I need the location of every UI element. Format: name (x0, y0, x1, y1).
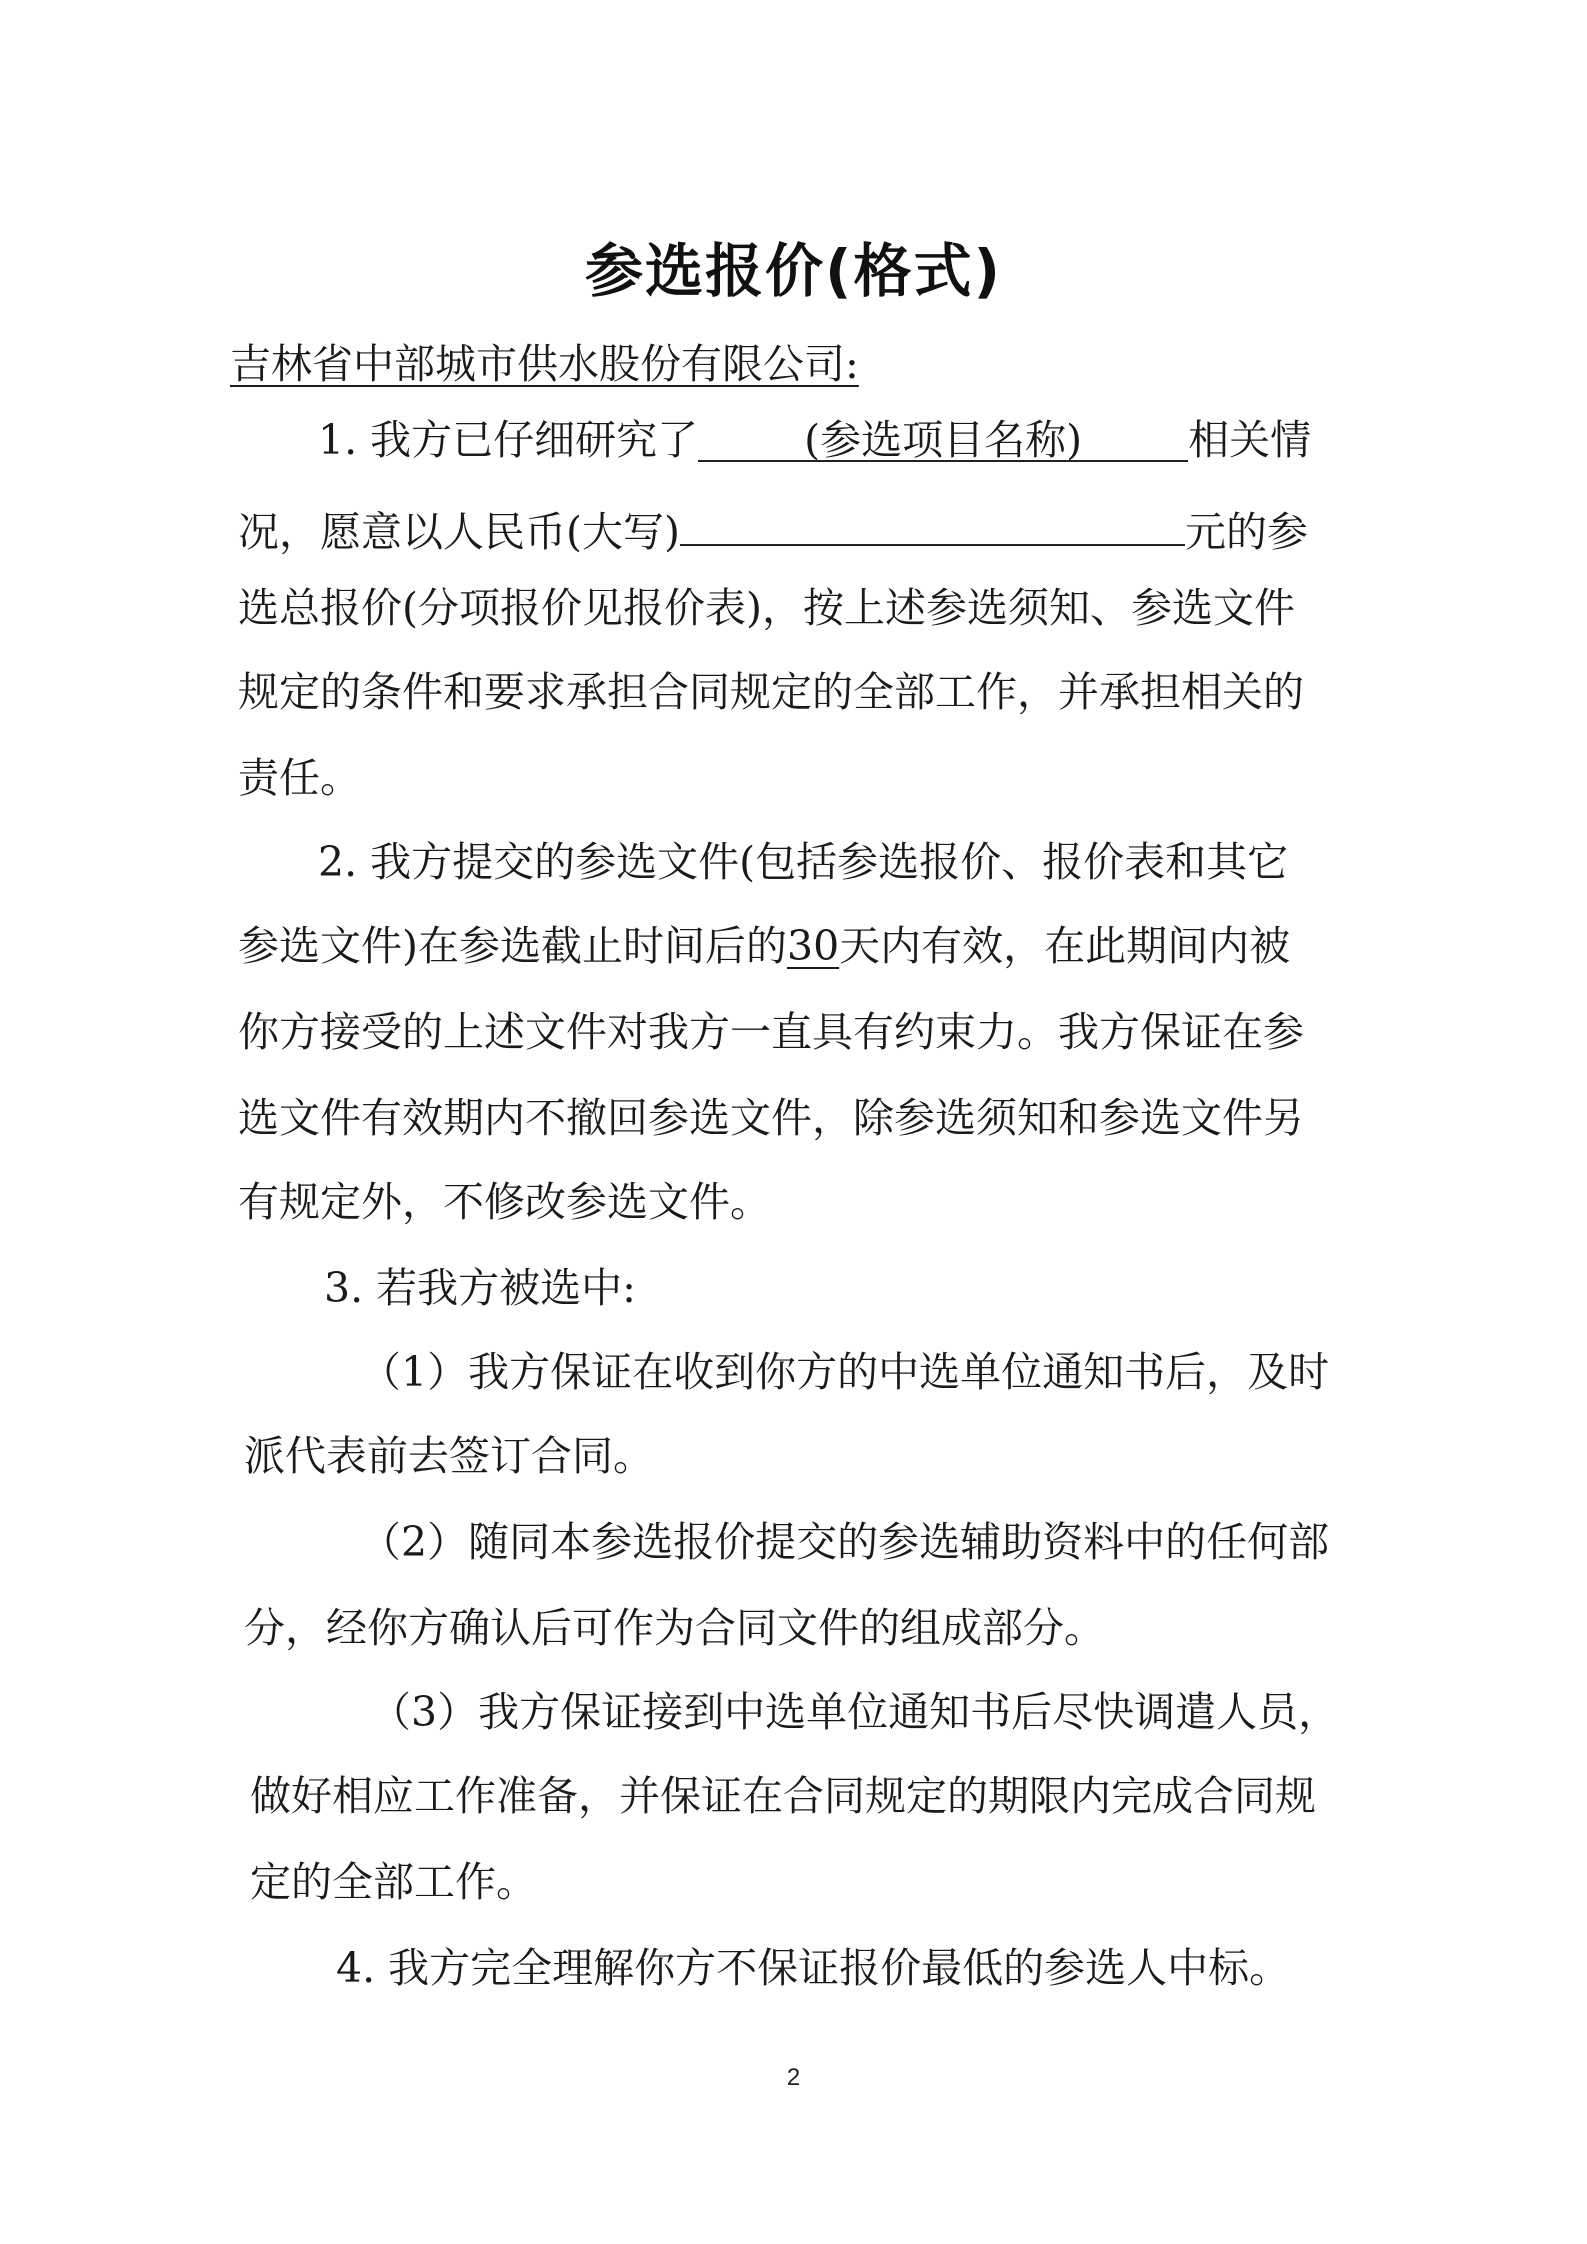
item3-sub2-line1: （2）随同本参选报价提交的参选辅助资料中的任何部 (360, 1518, 1330, 1566)
item2-line4: 选文件有效期内不撤回参选文件，除参选须知和参选文件另 (238, 1094, 1304, 1142)
item1-after-project: 相关情 (1188, 416, 1312, 464)
item3-sub2-line2: 分，经你方确认后可作为合同文件的组成部分。 (244, 1604, 1105, 1652)
item3-sub3-line1: （3）我方保证接到中选单位通知书后尽快调遣人员， (370, 1688, 1340, 1736)
item4-line1: 4. 我方完全理解你方不保证报价最低的参选人中标。 (336, 1944, 1291, 1992)
project-name-blank: (参选项目名称) (698, 412, 1188, 462)
item3-sub1-line2: 派代表前去签订合同。 (244, 1432, 654, 1480)
item1-line2-suffix: 元的参 (1185, 508, 1308, 556)
item1-prefix: 1. 我方已仔细研究了 (318, 416, 699, 464)
item3-sub3-line2: 做好相应工作准备，并保证在合同规定的期限内完成合同规 (250, 1772, 1316, 1820)
item3-sub1-line1: （1）我方保证在收到你方的中选单位通知书后，及时 (360, 1348, 1330, 1396)
item2-line5: 有规定外，不修改参选文件。 (238, 1178, 771, 1226)
item3-sub3-line3: 定的全部工作。 (250, 1858, 537, 1906)
amount-blank (680, 496, 1185, 546)
item1-line5: 责任。 (238, 754, 361, 802)
item1-line2-prefix: 况，愿意以人民币(大写) (238, 508, 680, 556)
item1-line3: 选总报价(分项报价见报价表)，按上述参选须知、参选文件 (238, 584, 1295, 632)
item2-line2 (238, 918, 1290, 974)
item1-line1 (318, 412, 1311, 468)
page-number: 2 (786, 2064, 801, 2091)
item2-line3: 你方接受的上述文件对我方一直具有约束力。我方保证在参 (238, 1008, 1304, 1056)
item1-line4: 规定的条件和要求承担合同规定的全部工作，并承担相关的 (238, 668, 1304, 716)
item1-line2 (238, 496, 1308, 560)
addressee: 吉林省中部城市供水股份有限公司: (230, 340, 859, 388)
page-title: 参选报价(格式) (584, 237, 1003, 305)
item3-heading: 3. 若我方被选中: (324, 1264, 636, 1312)
validity-days: 30 (787, 922, 840, 970)
item2-line2-prefix: 参选文件)在参选截止时间后的 (238, 922, 787, 970)
item2-line1: 2. 我方提交的参选文件(包括参选报价、报价表和其它 (318, 838, 1289, 886)
item2-line2-suffix: 天内有效，在此期间内被 (839, 922, 1291, 970)
